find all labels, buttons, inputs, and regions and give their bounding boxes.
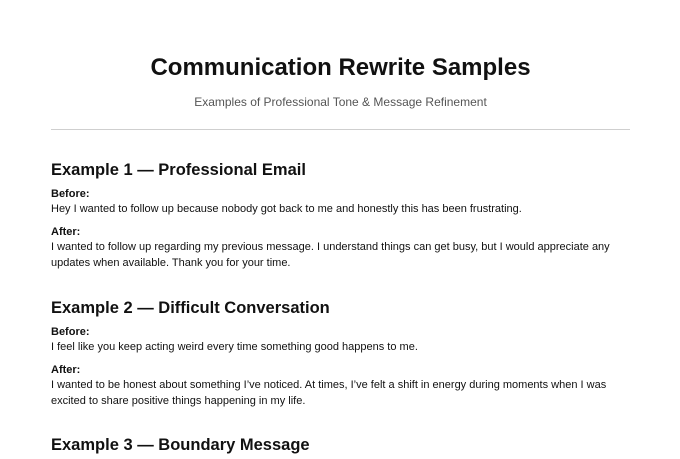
example-1-before-label: Before: [51,188,90,200]
header-divider [51,129,630,130]
example-1-after-label: After: [51,226,81,238]
example-2-after-label: After: [51,364,81,376]
document-subtitle: Examples of Professional Tone & Message Refinement [194,95,487,109]
example-2-before-text: I feel like you keep acting weird every time something good happens to me. [51,341,418,353]
example-2-heading: Example 2 — Difficult Conversation [51,299,330,317]
example-1-before-text: Hey I wanted to follow up because nobody got back to me and honestly this has been frustrating. [51,203,522,215]
example-2-after-text: I wanted to be honest about something I’ve noticed. At times, I’ve felt a shift in energy during moments when I was excited to share positive things happening in my life. [51,379,607,407]
example-1-heading: Example 1 — Professional Email [51,161,306,179]
example-2 [51,297,630,409]
example-1 [51,159,630,271]
document-title: Communication Rewrite Samples [150,54,531,81]
example-1-after-text: I wanted to follow up regarding my previous message. I understand things can get busy, but I would appreciate any updates when available. Thank you for your time. [51,241,610,269]
example-3 [51,434,630,456]
example-3-heading: Example 3 — Boundary Message [51,436,310,454]
example-2-before-label: Before: [51,326,90,338]
